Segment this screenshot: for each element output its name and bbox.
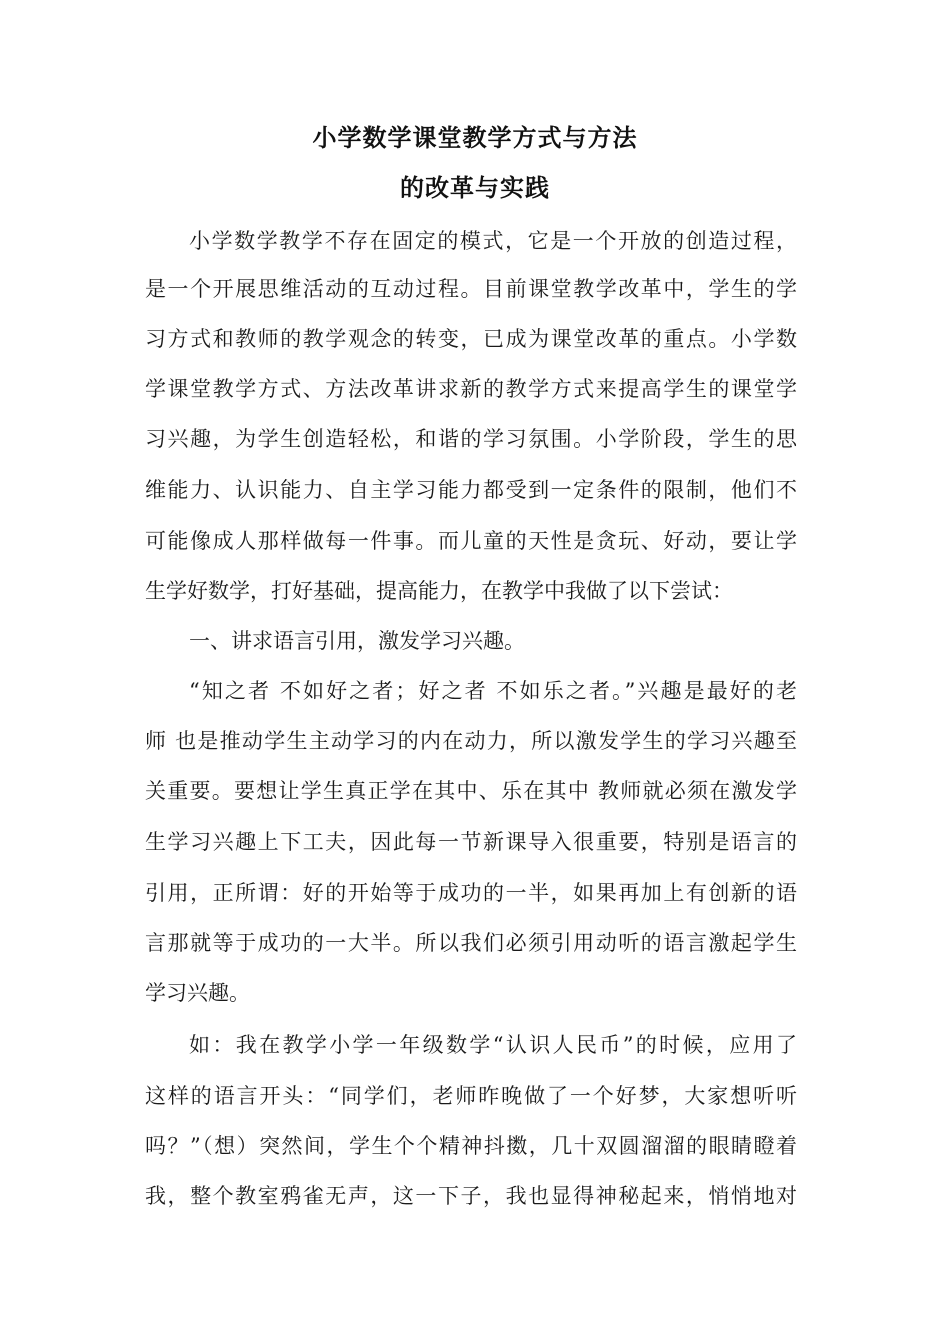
- body-line: “知之者 不如好之者；好之者 不如乐之者。”兴趣是最好的老: [189, 679, 797, 703]
- body-line: 生学好数学，打好基础，提高能力，在教学中我做了以下尝试：: [145, 579, 733, 603]
- body-line: 生学习兴趣上下工夫，因此每一节新课导入很重要，特别是语言的: [145, 830, 797, 854]
- body-line: 如：我在教学小学一年级数学“认识人民币”的时候，应用了: [189, 1033, 797, 1057]
- body-line: 师 也是推动学生主动学习的内在动力，所以激发学生的学习兴趣至: [145, 729, 797, 753]
- body-line: 吗？”（想）突然间，学生个个精神抖擞，几十双圆溜溜的眼睛瞪着: [145, 1134, 797, 1158]
- body-line: 可能像成人那样做每一件事。而儿童的天性是贪玩、好动，要让学: [145, 529, 797, 553]
- body-line: 言那就等于成功的一大半。所以我们必须引用动听的语言激起学生: [145, 931, 797, 955]
- body-line: 习兴趣，为学生创造轻松，和谐的学习氛围。小学阶段，学生的思: [145, 427, 797, 451]
- body-line: 这样的语言开头：“同学们，老师昨晚做了一个好梦，大家想听听: [145, 1084, 797, 1108]
- body-line: 维能力、认识能力、自主学习能力都受到一定条件的限制，他们不: [145, 478, 797, 502]
- body-line: 学习兴趣。: [145, 981, 250, 1005]
- section-heading: 一、讲求语言引用，激发学习兴趣。: [189, 629, 525, 653]
- body-line: 学课堂教学方式、方法改革讲求新的教学方式来提高学生的课堂学: [145, 377, 797, 401]
- document-title-line-1: 小学数学课堂教学方式与方法: [312, 124, 638, 152]
- body-line: 关重要。要想让学生真正学在其中、乐在其中 教师就必须在激发学: [145, 779, 797, 803]
- body-line: 是一个开展思维活动的互动过程。目前课堂教学改革中，学生的学: [145, 277, 797, 301]
- document-title-line-2: 的改革与实践: [400, 174, 550, 202]
- body-line: 我，整个教室鸦雀无声，这一下子，我也显得神秘起来，悄悄地对: [145, 1184, 797, 1208]
- body-line: 小学数学教学不存在固定的模式，它是一个开放的创造过程，: [189, 229, 797, 253]
- body-line: 引用，正所谓：好的开始等于成功的一半，如果再加上有创新的语: [145, 881, 797, 905]
- body-line: 习方式和教师的教学观念的转变，已成为课堂改革的重点。小学数: [145, 327, 797, 351]
